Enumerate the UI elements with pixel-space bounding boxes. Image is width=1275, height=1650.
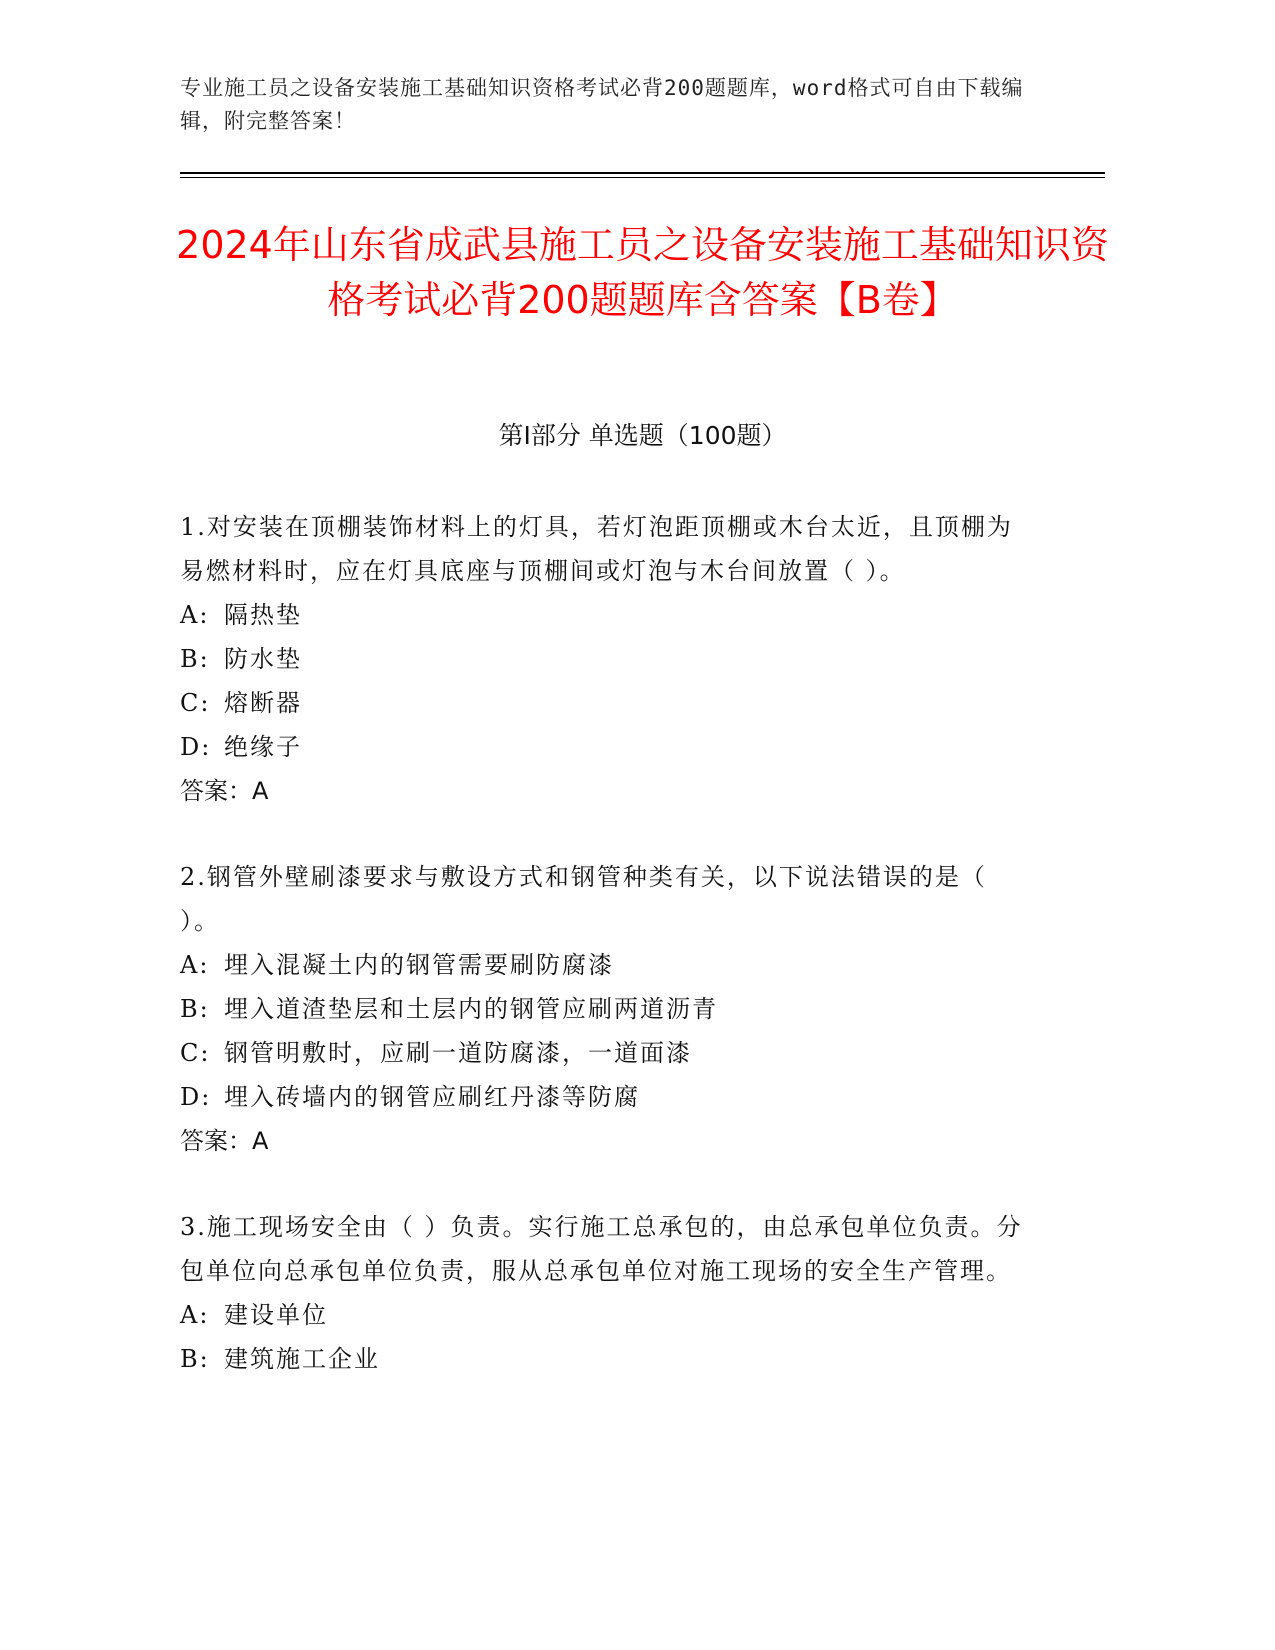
question-text: 钢管外壁刷漆要求与敷设方式和钢管种类有关，以下说法错误的是（ ）。 [180,863,987,935]
question-stem [180,855,1030,943]
answer-line [180,1119,1030,1163]
option-text: 隔热垫 [224,601,302,629]
option-letter: B: [180,645,210,673]
option-d [180,1075,1030,1119]
option-text: 建筑施工企业 [224,1345,380,1373]
option-c [180,1031,1030,1075]
option-letter: D: [180,1083,212,1111]
question-number: 3. [180,1213,207,1241]
option-text: 绝缘子 [224,733,302,761]
option-c [180,681,1030,725]
option-b [180,637,1030,681]
question-text: 对安装在顶棚装饰材料上的灯具，若灯泡距顶棚或木台太近，且顶棚为易燃材料时，应在灯具底座与顶棚间或灯泡与木台间放置（ ）。 [180,513,1013,585]
option-letter: C: [180,689,211,717]
option-letter: A: [180,951,210,979]
option-a [180,1293,1030,1337]
option-letter: B: [180,1345,210,1373]
option-b [180,987,1030,1031]
answer-line [180,769,1030,813]
question-text: 施工现场安全由（ ）负责。实行施工总承包的，由总承包单位负责。分包单位向总承包单位负责，服从总承包单位对施工现场的安全生产管理。 [180,1213,1023,1285]
option-d [180,725,1030,769]
question-stem [180,505,1030,593]
option-a [180,593,1030,637]
header-note: 专业施工员之设备安装施工基础知识资格考试必背200题题库，word格式可自由下载编辑，附完整答案！ [180,76,1024,133]
answer-value: A [252,777,269,805]
answer-label: 答案： [180,777,252,805]
option-letter: D: [180,733,212,761]
answer-value: A [252,1127,269,1155]
question-2 [180,855,1030,1163]
header-rule-thin [180,177,1105,178]
option-text: 埋入道渣垫层和土层内的钢管应刷两道沥青 [224,995,718,1023]
option-text: 钢管明敷时，应刷一道防腐漆，一道面漆 [224,1039,692,1067]
option-b [180,1337,1030,1381]
answer-label: 答案： [180,1127,252,1155]
option-letter: A: [180,1301,210,1329]
option-text: 埋入砖墙内的钢管应刷红丹漆等防腐 [224,1083,640,1111]
document-title: 2024年山东省成武县施工员之设备安装施工基础知识资格考试必背200题题库含答案【B卷】 [176,223,1109,322]
option-letter: C: [180,1039,211,1067]
question-3 [180,1205,1030,1381]
question-number: 2. [180,863,207,891]
option-a [180,943,1030,987]
question-list [180,505,1030,1423]
option-text: 建设单位 [224,1301,328,1329]
option-letter: B: [180,995,210,1023]
header-rule-thick [180,172,1105,174]
option-text: 防水垫 [224,645,302,673]
question-stem [180,1205,1030,1293]
option-text: 埋入混凝土内的钢管需要刷防腐漆 [224,951,614,979]
option-letter: A: [180,601,210,629]
question-1 [180,505,1030,813]
option-text: 熔断器 [224,689,302,717]
section-heading: 第Ⅰ部分 单选题（100题） [498,421,787,450]
question-number: 1. [180,513,207,541]
